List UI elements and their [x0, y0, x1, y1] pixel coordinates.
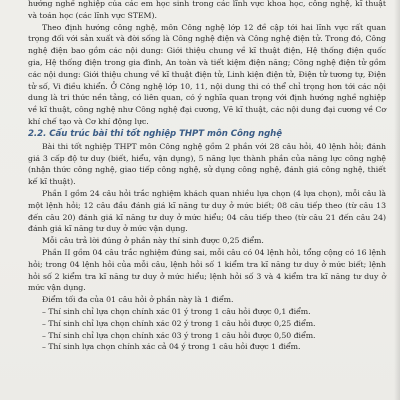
- intro-paragraph-tail: hướng nghề nghiệp của các em học sinh trong các lĩnh vực khoa học, công nghệ, kĩ thuật và toán học (các lĩnh vực STEM).: [28, 0, 386, 20]
- part1-paragraph: Phần I gồm 24 câu hỏi trắc nghiệm khách quan nhiều lựa chọn (4 lựa chọn), mỗi câu là một lệnh hỏi; 12 câu đầu đánh giá kĩ năng tư duy ở mức biết; 08 câu tiếp theo (từ câu 13 đến câu 20) đánh giá kĩ năng tư duy ở mức hiểu; 04 câu tiếp theo (từ câu 21 đến câu 24) đánh giá kĩ năng tư duy ở mức vận dụng.: [28, 188, 386, 234]
- score-bullet: – Thí sinh chỉ lựa chọn chính xác 02 ý trong 1 câu hỏi được 0,25 điểm.: [42, 318, 316, 328]
- intro-paragraph: Theo định hướng công nghệ, môn Công nghệ lớp 12 đề cập tới hai lĩnh vực rất quan trọng đối với sản xuất và đời sống là Công nghệ điện và Công nghệ điện tử. Trong đó, Công nghệ điện bao gồm các nội dung: Giới thiệu chung về kĩ thuật điện, Hệ thống điện quốc gia, Hệ thống điện trong gia đình, An toàn và tiết kiệm điện năng; Công nghệ điện tử gồm các nội dung: Giới thiệu chung về kĩ thuật điện tử, Linh kiện điện tử, Điện tử tương tự, Điện tử số, Vi điều khiển. Ở Công nghệ lớp 10, 11, nội dung thi có thể chỉ trọng hơn tới các nội dung là tri thức nền tảng, có liên quan, có ý nghĩa quan trọng với định hướng nghề nghiệp về kĩ thuật, công nghệ như Công nghệ đại cương, Vẽ kĩ thuật, các nội dung đại cương về Cơ khí chế tạo và Cơ khí động lực.: [28, 22, 386, 126]
- text-body: [28, 0, 386, 353]
- part2-paragraph: Phần II gồm 04 câu trắc nghiệm đúng sai, mỗi câu có 04 lệnh hỏi, tổng cộng có 16 lệnh hỏi; trong 04 lệnh hỏi của mỗi câu, lệnh hỏi số 1 kiểm tra kĩ năng tư duy ở mức biết; lệnh hỏi số 2 kiểm tra kĩ năng tư duy ở mức hiểu; lệnh hỏi số 3 và 4 kiểm tra kĩ năng tư duy ở mức vận dụng.: [28, 247, 386, 293]
- structure-paragraph: Bài thi tốt nghiệp THPT môn Công nghệ gồm 2 phần với 28 câu hỏi, 40 lệnh hỏi; đánh giá 3 cấp độ tư duy (biết, hiểu, vận dụng), 5 năng lực thành phần của năng lực công nghệ (nhận thức công nghệ, giao tiếp công nghệ, sử dụng công nghệ, đánh giá công nghệ, thiết kế kĩ thuật).: [28, 141, 386, 187]
- section-heading: 2.2. Cấu trúc bài thi tốt nghiệp THPT môn Công nghệ: [28, 128, 283, 139]
- score-bullet: – Thí sinh chỉ lựa chọn chính xác 01 ý trong 1 câu hỏi được 0,1 điểm.: [42, 306, 311, 316]
- part1-score-paragraph: Mỗi câu trả lời đúng ở phần này thí sinh được 0,25 điểm.: [42, 236, 264, 246]
- score-bullet: – Thí sinh lựa chọn chính xác cả 04 ý trong 1 câu hỏi được 1 điểm.: [42, 342, 301, 352]
- score-bullet: – Thí sinh chỉ lựa chọn chính xác 03 ý trong 1 câu hỏi được 0,50 điểm.: [42, 330, 316, 340]
- part2-score-paragraph: Điểm tối đa của 01 câu hỏi ở phần này là 1 điểm.: [42, 295, 234, 305]
- page-edge-shadow: [394, 0, 400, 400]
